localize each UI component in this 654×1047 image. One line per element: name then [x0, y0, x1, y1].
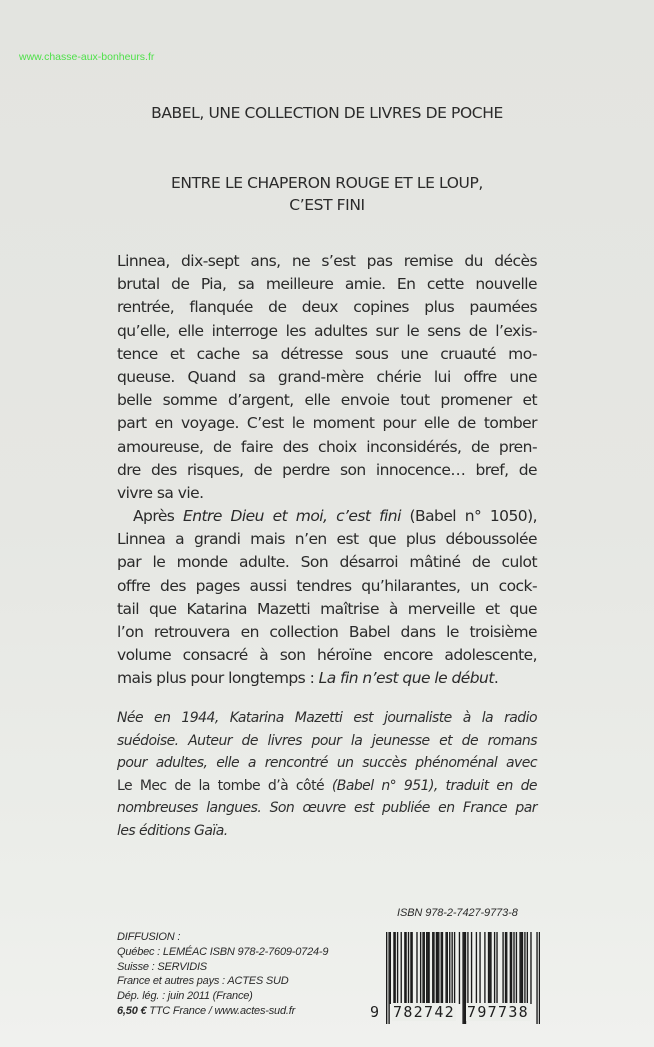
blurb-line: l’on retrouvera en collection Babel dans le troisième — [117, 623, 537, 641]
legal-deposit: Dép. lég. : juin 2011 (France) — [117, 990, 253, 1003]
book-headline — [0, 172, 654, 216]
blurb-line: Linnea, dix-sept ans, ne s’est pas remise du décès — [117, 252, 537, 270]
bio-line — [117, 775, 537, 798]
author-bio — [117, 707, 537, 842]
blurb-line: tail que Katarina Mazetti maîtrise à merveille et que — [117, 599, 537, 618]
text-span: Après — [133, 507, 184, 526]
headline-line-1: ENTRE LE CHAPERON ROUGE ET LE LOUP, — [171, 174, 483, 192]
bio-line: nombreuses langues. Son œuvre est publiée en France par — [117, 800, 537, 816]
blurb — [117, 250, 537, 691]
diffusion-suisse: Suisse : SERVIDIS — [117, 960, 207, 973]
diffusion-france: France et autres pays : ACTES SUD — [117, 975, 289, 988]
price: 6,50 € — [117, 1004, 147, 1017]
blurb-line: rentrée, flanquée de deux copines plus paumées — [117, 298, 537, 317]
blurb-line: tence et cache sa détresse sous une cruauté mo- — [117, 344, 537, 363]
text-span: . — [493, 669, 499, 688]
diffusion-info — [117, 930, 328, 1019]
barcode-right-digits: 797738 — [467, 1003, 529, 1021]
blurb-line: qu’elle, elle interroge les adultes sur le sens de l’exis- — [117, 321, 537, 340]
diffusion-quebec: Québec : LEMÉAC ISBN 978-2-7609-0724-9 — [117, 945, 329, 958]
book-title-roman: Le Mec de la tombe d’à côté — [117, 777, 325, 794]
price-line — [117, 1004, 328, 1019]
blurb-line: queuse. Quand sa grand-mère chérie lui offre une — [117, 367, 537, 386]
collection-title: BABEL, UNE COLLECTION DE LIVRES DE POCHE — [151, 104, 503, 122]
blurb-line: dre des risques, de perdre son innocence… bref, de — [117, 460, 537, 479]
bio-line: Née en 1944, Katarina Mazetti est journaliste à la radio — [117, 710, 537, 726]
bio-line: suédoise. Auteur de livres pour la jeunesse et de romans — [117, 732, 537, 749]
blurb-line: Linnea a grandi mais n’en est que plus déboussolée — [117, 530, 537, 549]
bio-line: pour adultes, elle a rencontré un succès phénoménal avec — [117, 755, 537, 771]
watermark-url: www.chasse-aux-bonheurs.fr — [19, 51, 155, 63]
book-title-italic: La fin n’est que le début — [318, 669, 494, 688]
diffusion-title: DIFFUSION : — [117, 931, 181, 943]
blurb-line: amoureuse, de faire des choix inconsidérés, de pren- — [117, 437, 537, 456]
blurb-line: belle somme d’argent, elle envoie tout promener et — [117, 391, 537, 410]
blurb-line: part en voyage. C’est le moment pour elle de tomber — [117, 414, 537, 433]
text-span: mais plus pour longtemps : — [117, 669, 319, 688]
headline-line-2: C’EST FINI — [289, 196, 365, 214]
blurb-line-p2-first — [117, 505, 537, 528]
isbn-label: ISBN 978-2-7427-9773-8 — [397, 907, 518, 919]
text-span: (Babel n° 1050), — [400, 507, 537, 526]
bio-line: les éditions Gaïa. — [117, 822, 228, 839]
price-suffix: TTC France / www.actes-sud.fr — [146, 1004, 296, 1017]
blurb-line: vivre sa vie. — [117, 483, 204, 502]
blurb-line-p2-last — [117, 667, 537, 690]
blurb-line: par le monde adulte. Son désarroi mâtiné de culot — [117, 553, 537, 572]
text-span: (Babel n° 951), traduit en de — [324, 777, 537, 794]
barcode-left-digits: 782742 — [393, 1003, 455, 1021]
book-title-italic: Entre Dieu et moi, c’est fini — [183, 507, 401, 526]
blurb-line: brutal de Pia, sa meilleure amie. En cette nouvelle — [117, 275, 537, 294]
barcode-first-digit: 9 — [370, 1003, 380, 1021]
blurb-line: volume consacré à son héroïne encore adolescente, — [117, 646, 537, 665]
blurb-line: offre des pages aussi tendres qu’hilarantes, un cock- — [117, 576, 537, 595]
